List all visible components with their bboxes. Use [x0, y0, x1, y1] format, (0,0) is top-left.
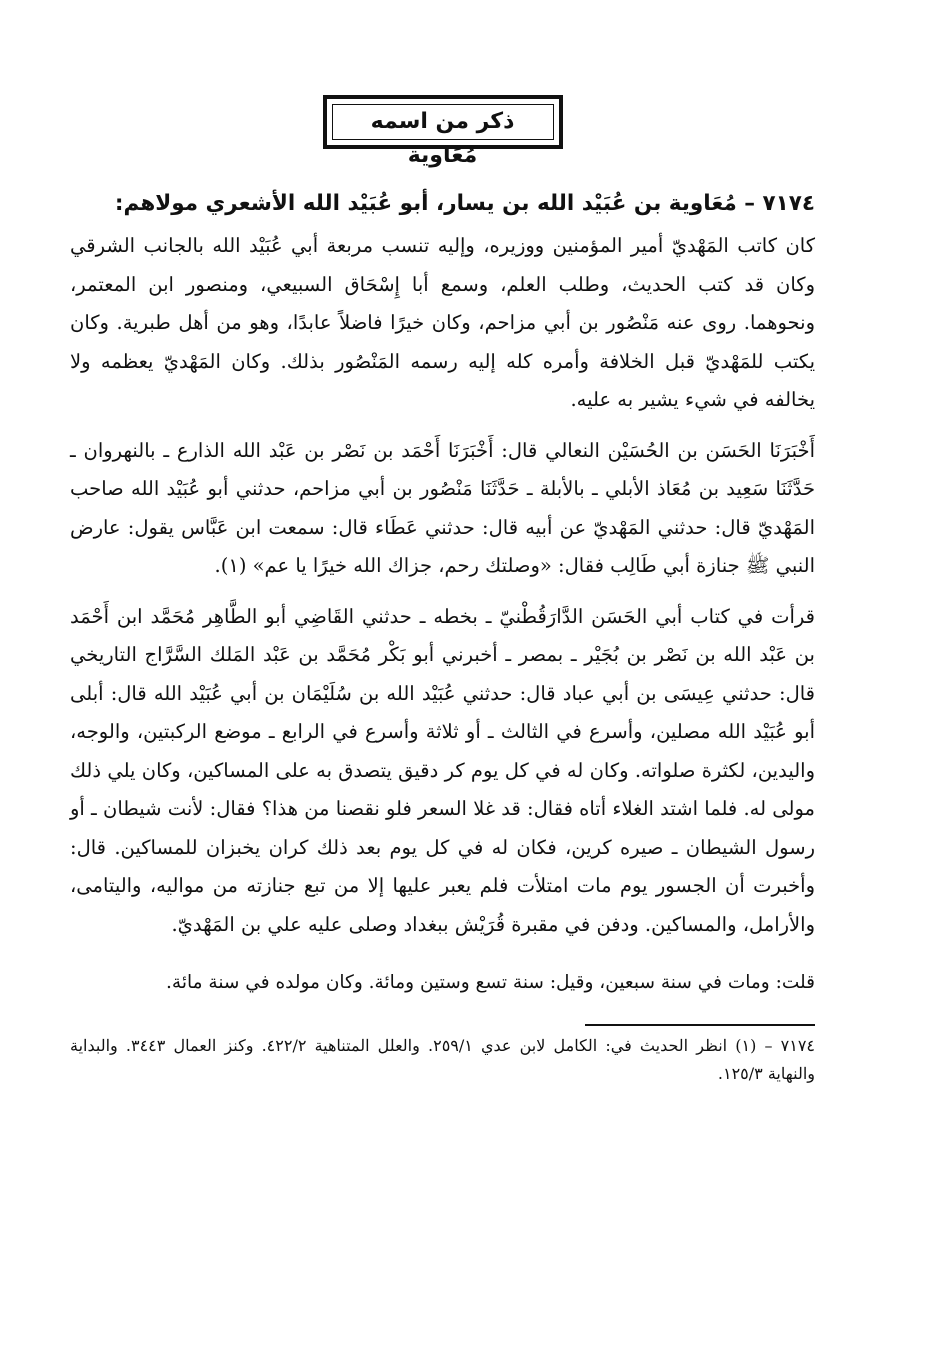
paragraph-hadith-chain: أَخْبَرَنَا الحَسَن بن الحُسَيْن النعالي قال: أَخْبَرَنَا أَحْمَد بن نَصْر بن عَبْد الله الذارع ـ بالنهروان ـ حَدَّثَنَا سَعِيد بن مُعَاذ الأبلي ـ بالأبلة ـ حَدَّثَنَا مَنْصُور بن أبي مزاحم، حدثني أبو عُبَيْد الله صاحب المَهْديّ قال: حدثني المَهْديّ عن أبيه قال: حدثني عَطَاء قال: سمعت ابن عَبَّاس يقول: عارض النبي ﷺ جنازة أبي طَالِب فقال: «وصلتك رحم، جزاك الله خيرًا يا عم» (١). — [70, 438, 815, 577]
section-title-frame — [323, 95, 563, 168]
entry-heading: ٧١٧٤ – مُعَاوية بن عُبَيْد الله بن يسار، أبو عُبَيْد الله الأشعري مولاهم: — [114, 191, 815, 216]
paragraph-narration: قرأت في كتاب أبي الحَسَن الدَّارَقُطْنيّ ـ بخطه ـ حدثني القَاضِي أبو الطَّاهِر مُحَمَّد ابن أَحْمَد بن عَبْد الله بن نَصْر بن بُجَيْر ـ بمصر ـ أخبرني أبو بَكْر مُحَمَّد بن عَبْد المَلك السَّرَّاج التاريخي قال: حدثني عِيسَى بن أبي عباد قال: حدثني عُبَيْد الله بن سُلَيْمَان بن أبي عُبَيْد الله قال: أبلى أبو عُبَيْد الله مصلين، وأسرع في الثالث ـ أو ثلاثة وأسرع في الرابع ـ موضع الركبتين، والوجه، واليدين، لكثرة صلواته. وكان له في كل يوم كر دقيق يتصدق به على المساكين، وكان يلي ذلك مولى له. فلما اشتد الغلاء أتاه فقال: قد غلا السعر فلو نقصنا من هذا؟ فقال: لأنت شيطان ـ أو رسول الشيطان ـ صيره كرين، فكان له في كل يوم بعد ذلك كران يخبزان للمساكين. قال: وأخبرت أن الجسور يوم مات امتلأت فلم يعبر عليها إلا من تبع جنازته من مواليه، واليتامى، والأرامل، والمساكين. ودفن في مقبرة قُرَيْش ببغداد وصلى عليه علي بن المَهْديّ. — [70, 604, 815, 936]
section-title: ذكر من اسمه مُعَاوية — [332, 104, 554, 140]
death-note: قلت: ومات في سنة سبعين، وقيل: سنة تسع وستين ومائة. وكان مولده في سنة مائة. — [166, 972, 815, 993]
book-page — [70, 95, 815, 1088]
paragraph-biography: كان كاتب المَهْديّ أمير المؤمنين ووزيره، وإليه تنسب مربعة أبي عُبَيْد الله بالجانب الشرقي وكان قد كتب الحديث، وطلب العلم، وسمع أبا إِسْحَاق السبيعي، ومنصور ابن المعتمر، ونحوهما. روى عنه مَنْصُور بن أبي مزاحم، وكان خيرًا فاضلاً عابدًا، وهو من أهل طبرية. وكان يكتب للمَهْديّ قبل الخلافة وأمره كله إليه رسمه المَنْصُور بذلك. وكان المَهْديّ يعظمه ولا يخالفه في شيء يشير به عليه. — [70, 234, 815, 411]
footnote: ٧١٧٤ – (١) انظر الحديث في: الكامل لابن عدي ٢٥٩/١. والعلل المتناهية ٤٢٢/٢. وكنز العمال ٣٤٤٣. والبداية والنهاية ١٢٥/٣. — [70, 1036, 815, 1083]
footnote-divider — [585, 1024, 815, 1026]
